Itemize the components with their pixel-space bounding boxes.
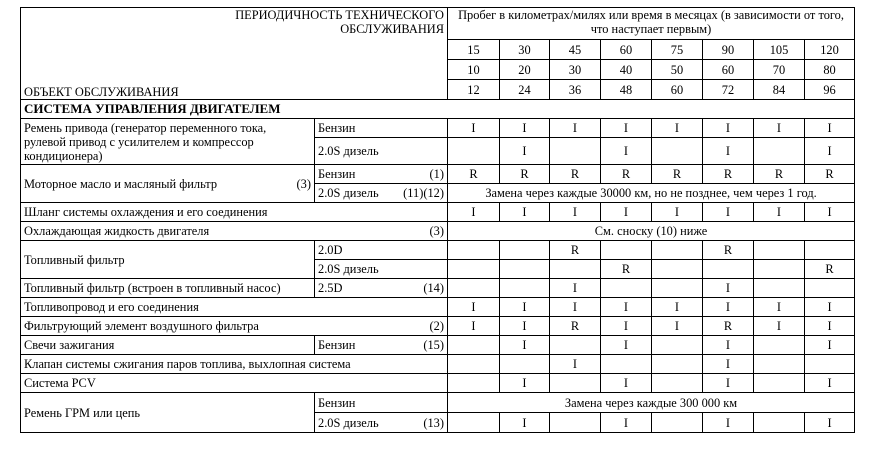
interval-cell: R (703, 165, 754, 184)
span-note: Замена через каждые 300 000 км (448, 393, 855, 413)
interval-cell (550, 374, 601, 393)
interval-cell: I (448, 317, 500, 336)
interval-cell (550, 260, 601, 279)
interval-cell (652, 336, 703, 355)
footnote-ref: (1) (429, 167, 444, 181)
interval-cell (448, 374, 500, 393)
table-row (21, 279, 855, 298)
interval-cell: I (601, 138, 652, 165)
months-cell: 96 (805, 80, 855, 100)
interval-cell (754, 336, 805, 355)
table-row (21, 222, 855, 241)
interval-cell: I (448, 119, 500, 138)
interval-cell: I (500, 374, 550, 393)
interval-cell (754, 355, 805, 374)
interval-cell: I (805, 413, 855, 433)
item-label: Охлаждающая жидкость двигателя (24, 224, 210, 238)
item-pcv: Система PCV (21, 374, 448, 393)
km-cell: 30 (500, 40, 550, 60)
interval-cell: R (448, 165, 500, 184)
months-cell: 24 (500, 80, 550, 100)
fuel-label: Бензин (318, 167, 356, 181)
interval-cell (754, 241, 805, 260)
table-row (21, 355, 855, 374)
fuel-type (315, 336, 448, 355)
table-row (21, 298, 855, 317)
fuel-type (315, 413, 448, 433)
interval-cell: I (703, 374, 754, 393)
item-timing-belt: Ремень ГРМ или цепь (21, 393, 315, 433)
interval-cell: I (805, 138, 855, 165)
fuel-label: 2.5D (318, 281, 343, 295)
interval-cell: I (601, 203, 652, 222)
fuel-type: 2.0D (315, 241, 448, 260)
interval-cell: I (601, 298, 652, 317)
item-vapor-valve: Клапан системы сжигания паров топлива, выхлопная система (21, 355, 448, 374)
interval-cell: I (601, 336, 652, 355)
interval-cell: I (805, 119, 855, 138)
interval-cell: I (500, 138, 550, 165)
months-cell: 36 (550, 80, 601, 100)
section-title: СИСТЕМА УПРАВЛЕНИЯ ДВИГАТЕЛЕМ (21, 100, 855, 119)
interval-cell: I (601, 374, 652, 393)
footnote-ref: (14) (423, 281, 444, 295)
km-cell: 45 (550, 40, 601, 60)
interval-cell: R (703, 241, 754, 260)
interval-cell: R (601, 165, 652, 184)
miles-cell: 10 (448, 60, 500, 80)
item-coolant (21, 222, 448, 241)
interval-cell (652, 279, 703, 298)
footnote-ref: (3) (296, 176, 311, 191)
interval-cell: R (500, 165, 550, 184)
miles-cell: 80 (805, 60, 855, 80)
interval-cell: I (754, 317, 805, 336)
interval-cell (805, 241, 855, 260)
interval-cell (550, 336, 601, 355)
interval-cell: I (550, 298, 601, 317)
object-label: ОБЪЕКТ ОБСЛУЖИВАНИЯ (21, 80, 448, 100)
fuel-type (315, 184, 448, 203)
interval-cell: I (703, 138, 754, 165)
interval-cell: I (805, 203, 855, 222)
footnote-ref: (15) (423, 338, 444, 352)
fuel-label: 2.0S дизель (318, 186, 379, 200)
interval-cell: I (448, 203, 500, 222)
interval-cell: I (703, 279, 754, 298)
interval-cell: R (652, 165, 703, 184)
interval-cell (601, 355, 652, 374)
table-row (21, 317, 855, 336)
fuel-label: 2.0S дизель (318, 415, 379, 430)
interval-cell: I (703, 298, 754, 317)
fuel-label: Бензин (318, 338, 356, 352)
interval-note: Пробег в километрах/милях или время в месяцах (в зависимости от того, что наступает первым) (448, 8, 855, 40)
interval-cell (805, 355, 855, 374)
interval-cell: I (550, 355, 601, 374)
interval-cell (652, 260, 703, 279)
interval-cell (500, 279, 550, 298)
item-fuel-filter-pump: Топливный фильтр (встроен в топливный насос) (21, 279, 315, 298)
km-cell: 90 (703, 40, 754, 60)
interval-cell (652, 241, 703, 260)
interval-cell (448, 279, 500, 298)
table-row (21, 393, 855, 413)
interval-cell: I (500, 336, 550, 355)
footnote-ref: (2) (429, 319, 444, 333)
interval-cell (448, 413, 500, 433)
interval-cell (448, 138, 500, 165)
span-note: См. сноску (10) ниже (448, 222, 855, 241)
months-cell: 60 (652, 80, 703, 100)
miles-cell: 30 (550, 60, 601, 80)
months-cell: 84 (754, 80, 805, 100)
item-cooling-hose: Шланг системы охлаждения и его соединения (21, 203, 448, 222)
fuel-type: Бензин (315, 393, 448, 413)
interval-cell: I (805, 374, 855, 393)
interval-cell (652, 413, 703, 433)
table-row (21, 241, 855, 260)
interval-cell: I (652, 317, 703, 336)
footnote-ref: (11)(12) (403, 186, 444, 200)
header-title-line1: ПЕРИОДИЧНОСТЬ ТЕХНИЧЕСКОГО (235, 8, 444, 22)
span-note: Замена через каждые 30000 км, но не позднее, чем через 1 год. (448, 184, 855, 203)
table-row (21, 203, 855, 222)
interval-cell: I (601, 119, 652, 138)
interval-cell: I (601, 413, 652, 433)
table-row (21, 336, 855, 355)
interval-cell: R (703, 317, 754, 336)
interval-cell: I (500, 413, 550, 433)
item-engine-oil (21, 165, 315, 203)
interval-cell: I (703, 355, 754, 374)
interval-cell (805, 279, 855, 298)
interval-cell (550, 413, 601, 433)
interval-cell: I (703, 203, 754, 222)
header-row-months (21, 80, 855, 100)
item-label: Фильтрующий элемент воздушного фильтра (24, 319, 259, 333)
header-title-line2: ОБСЛУЖИВАНИЯ (340, 22, 444, 36)
interval-cell: I (805, 336, 855, 355)
km-cell: 60 (601, 40, 652, 60)
interval-cell: R (550, 165, 601, 184)
footnote-ref: (3) (429, 224, 444, 238)
interval-cell (550, 138, 601, 165)
interval-cell: I (703, 413, 754, 433)
interval-cell (652, 355, 703, 374)
item-fuel-filter: Топливный фильтр (21, 241, 315, 279)
interval-cell (754, 413, 805, 433)
interval-cell: I (754, 298, 805, 317)
interval-cell: I (652, 119, 703, 138)
fuel-type (315, 165, 448, 184)
miles-cell: 70 (754, 60, 805, 80)
interval-cell (703, 260, 754, 279)
interval-cell: I (805, 298, 855, 317)
interval-cell: I (652, 203, 703, 222)
interval-cell: R (601, 260, 652, 279)
interval-cell (448, 260, 500, 279)
table-row (21, 165, 855, 184)
interval-cell: I (500, 317, 550, 336)
interval-cell: R (805, 260, 855, 279)
header-title (21, 8, 448, 80)
interval-cell: I (754, 119, 805, 138)
interval-cell: I (500, 298, 550, 317)
item-air-filter (21, 317, 448, 336)
interval-cell (754, 138, 805, 165)
item-spark-plugs: Свечи зажигания (21, 336, 315, 355)
months-cell: 12 (448, 80, 500, 100)
interval-cell: R (805, 165, 855, 184)
interval-cell: I (500, 203, 550, 222)
km-cell: 15 (448, 40, 500, 60)
interval-cell: R (550, 241, 601, 260)
months-cell: 48 (601, 80, 652, 100)
miles-cell: 40 (601, 60, 652, 80)
interval-cell (601, 241, 652, 260)
item-fuel-line: Топливопровод и его соединения (21, 298, 448, 317)
interval-cell: I (550, 203, 601, 222)
interval-cell: I (652, 298, 703, 317)
item-label: Моторное масло и масляный фильтр (24, 176, 218, 191)
interval-cell: I (448, 298, 500, 317)
km-cell: 120 (805, 40, 855, 60)
fuel-type (315, 279, 448, 298)
section-row (21, 100, 855, 119)
footnote-ref: (13) (423, 415, 444, 430)
miles-cell: 50 (652, 60, 703, 80)
interval-cell: I (754, 203, 805, 222)
interval-cell: I (703, 336, 754, 355)
interval-cell (754, 374, 805, 393)
months-cell: 72 (703, 80, 754, 100)
fuel-type: Бензин (315, 119, 448, 138)
interval-cell: I (703, 119, 754, 138)
interval-cell: I (805, 317, 855, 336)
km-cell: 105 (754, 40, 805, 60)
interval-cell (601, 279, 652, 298)
interval-cell: R (550, 317, 601, 336)
interval-cell (500, 241, 550, 260)
interval-cell (448, 241, 500, 260)
interval-cell (448, 355, 500, 374)
interval-cell (652, 138, 703, 165)
miles-cell: 20 (500, 60, 550, 80)
maintenance-schedule-table (20, 7, 855, 433)
interval-cell (652, 374, 703, 393)
header-row-title (21, 8, 855, 40)
table-row (21, 374, 855, 393)
interval-cell: I (550, 279, 601, 298)
miles-cell: 60 (703, 60, 754, 80)
interval-cell (500, 260, 550, 279)
km-cell: 75 (652, 40, 703, 60)
item-drive-belt: Ремень привода (генератор переменного тока, рулевой привод с усилителем и компрессор кондиционера) (21, 119, 315, 165)
interval-cell: I (500, 119, 550, 138)
table-row (21, 119, 855, 138)
interval-cell (448, 336, 500, 355)
interval-cell (754, 279, 805, 298)
interval-cell: R (754, 165, 805, 184)
interval-cell: I (550, 119, 601, 138)
fuel-type: 2.0S дизель (315, 138, 448, 165)
interval-cell (500, 355, 550, 374)
interval-cell (754, 260, 805, 279)
interval-cell: I (601, 317, 652, 336)
fuel-type: 2.0S дизель (315, 260, 448, 279)
